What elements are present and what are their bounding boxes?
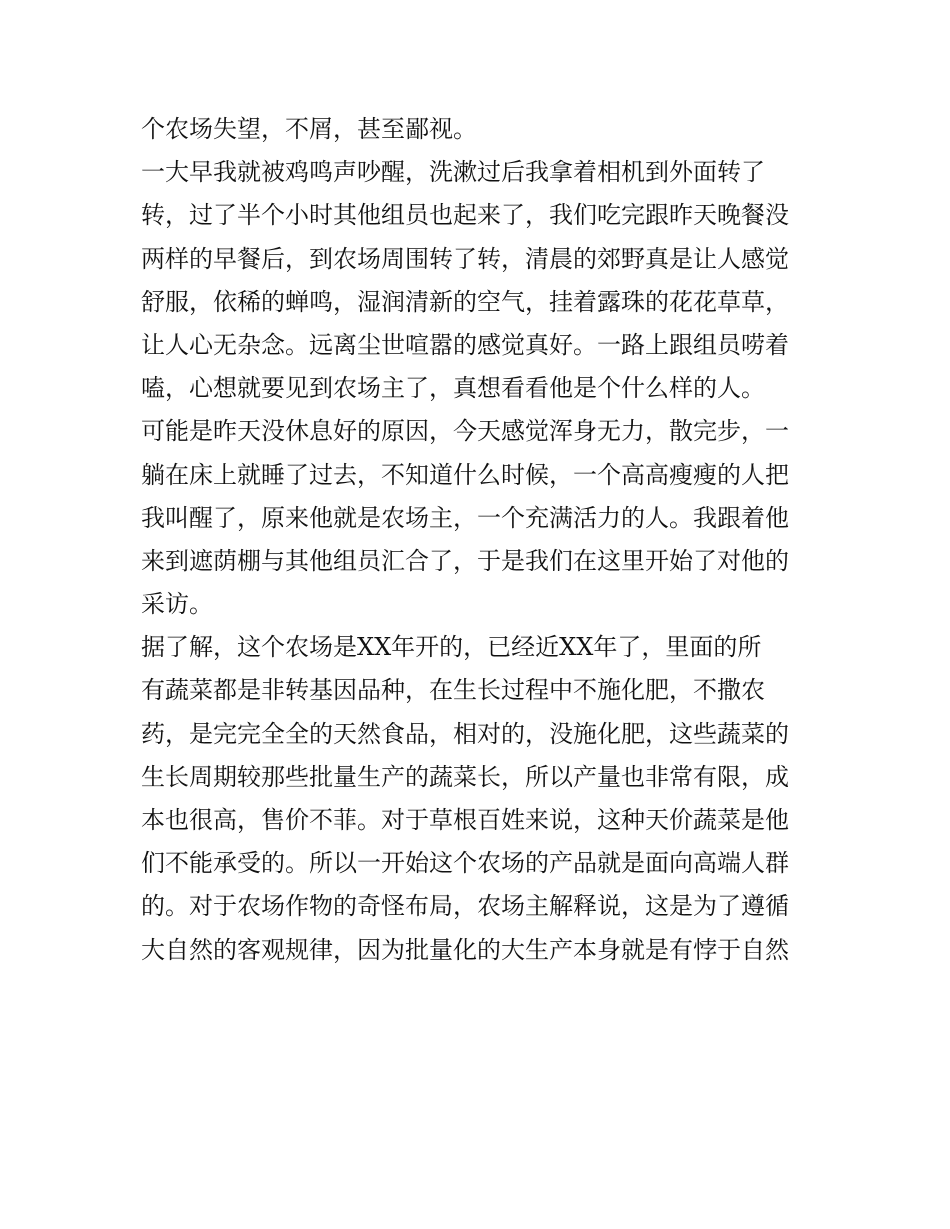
text-line-15: 药，是完完全全的天然食品，相对的，没施化肥，这些蔬菜的 (141, 719, 789, 748)
text-line-19: 的。对于农场作物的奇怪布局，农场主解释说，这是为了遵循 (141, 892, 789, 921)
text-line-18: 们不能承受的。所以一开始这个农场的产品就是面向高端人群 (141, 849, 789, 878)
text-line-11: 来到遮荫棚与其他组员汇合了，于是我们在这里开始了对他的 (141, 546, 789, 575)
text-line-20: 大自然的客观规律，因为批量化的大生产本身就是有悖于自然 (141, 935, 789, 964)
text-line-12: 采访。 (141, 590, 213, 619)
text-line-6: 让人心无杂念。远离尘世喧嚣的感觉真好。一路上跟组员唠着 (141, 330, 789, 359)
text-line-10: 我叫醒了，原来他就是农场主，一个充满活力的人。我跟着他 (141, 503, 789, 532)
text-line-4: 两样的早餐后，到农场周围转了转，清晨的郊野真是让人感觉 (141, 244, 789, 273)
text-line-1: 个农场失望，不屑，甚至鄙视。 (141, 115, 477, 143)
text-line-8: 可能是昨天没休息好的原因，今天感觉浑身无力，散完步，一 (141, 417, 789, 446)
text-line-5: 舒服，依稀的蝉鸣，湿润清新的空气，挂着露珠的花花草草， (141, 287, 789, 316)
text-line-9: 躺在床上就睡了过去，不知道什么时候，一个高高瘦瘦的人把 (141, 460, 789, 489)
text-line-14: 有蔬菜都是非转基因品种，在生长过程中不施化肥，不撒农 (141, 676, 765, 705)
body-text (141, 108, 831, 972)
text-line-17: 本也很高，售价不菲。对于草根百姓来说，这种天价蔬菜是他 (141, 806, 789, 834)
text-line-3: 转，过了半个小时其他组员也起来了，我们吃完跟昨天晚餐没 (141, 201, 789, 230)
text-line-16: 生长周期较那些批量生产的蔬菜长，所以产量也非常有限，成 (141, 762, 789, 791)
text-line-7: 嗑，心想就要见到农场主了，真想看看他是个什么样的人。 (141, 374, 765, 403)
text-line-13: 据了解，这个农场是XX年开的，已经近XX年了，里面的所 (141, 633, 762, 662)
text-line-2: 一大早我就被鸡鸣声吵醒，洗漱过后我拿着相机到外面转了 (141, 158, 765, 187)
